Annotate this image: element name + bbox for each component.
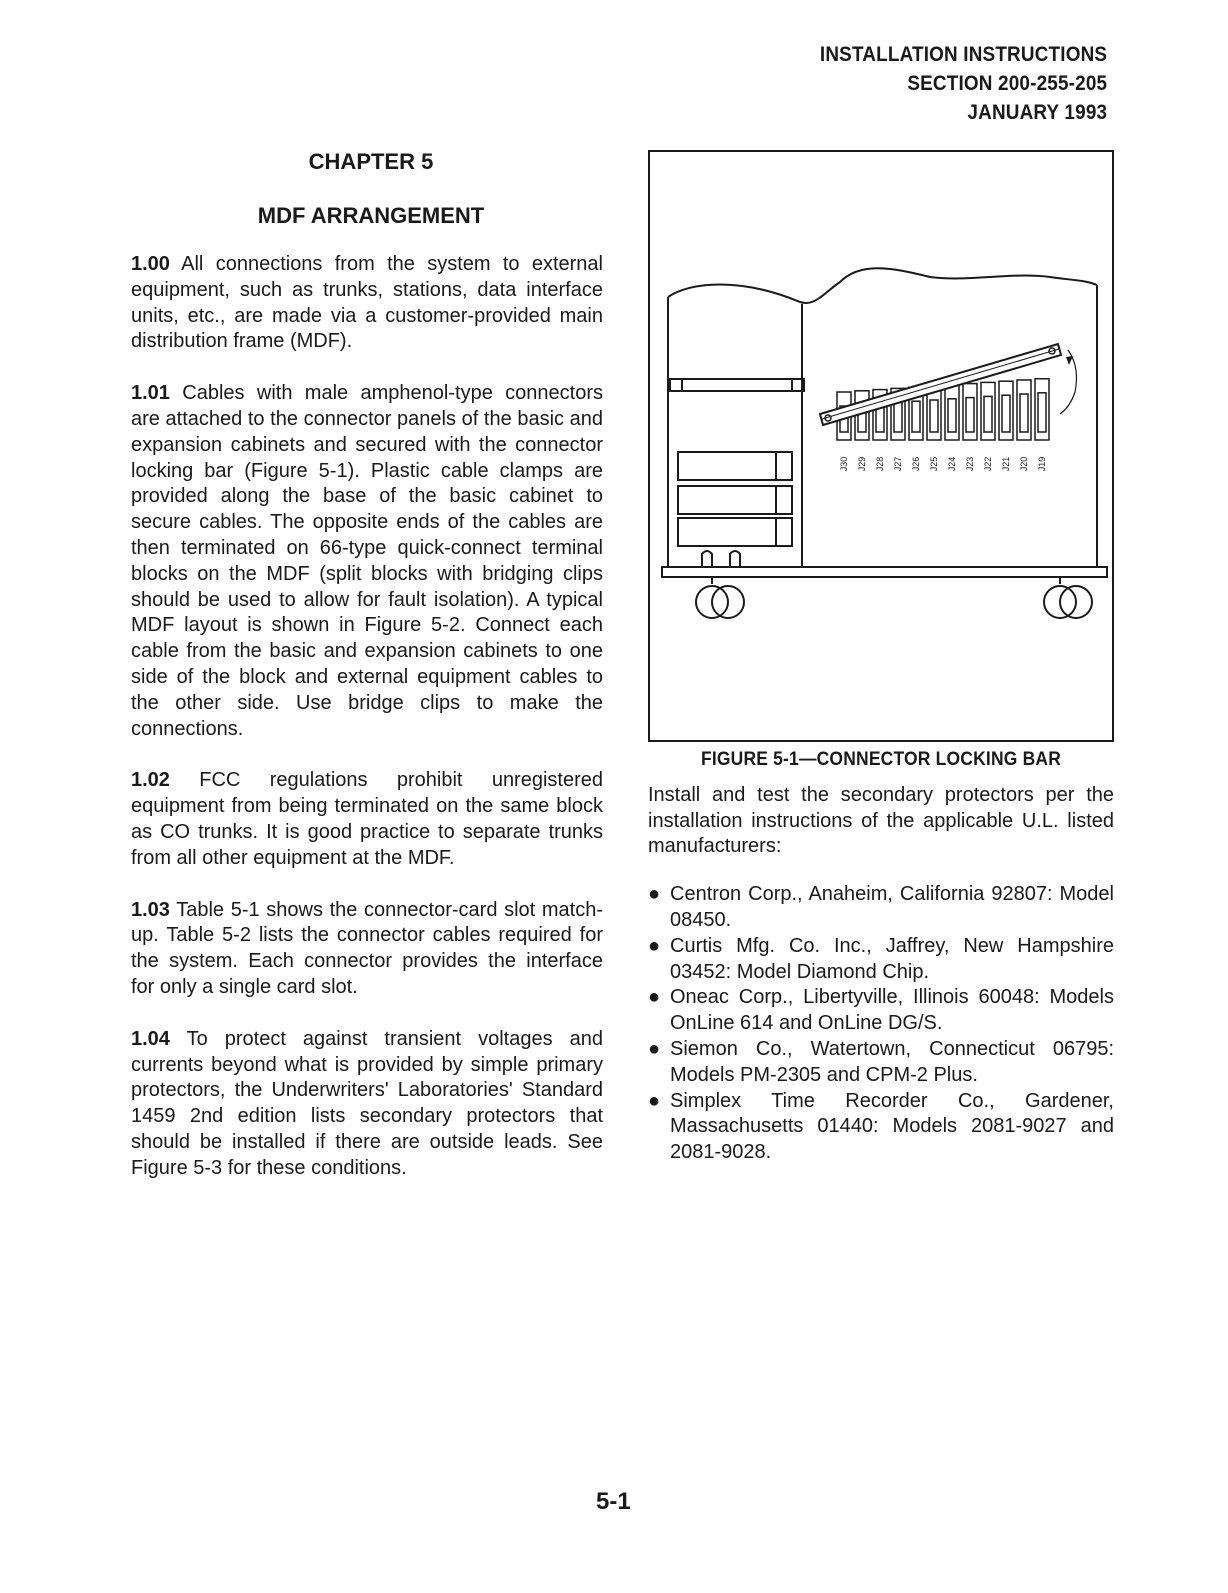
right-column: [648, 150, 1114, 1166]
connector: [1017, 380, 1031, 440]
connector-label: J30: [839, 456, 849, 472]
connector-label: J29: [857, 456, 867, 472]
connector-socket: [1020, 394, 1028, 432]
connector-socket: [1038, 393, 1046, 432]
paragraph-1-02: [131, 768, 603, 871]
paragraph-1-00: [131, 252, 603, 355]
connector-label: J26: [911, 456, 921, 472]
page-number: 5-1: [596, 1488, 631, 1515]
paragraph-1-03: [131, 898, 603, 1001]
header-section: SECTION 200-255-205: [907, 72, 1107, 95]
connector-labels: [839, 457, 1047, 472]
figure-5-1: [648, 150, 1114, 742]
paragraph-number: 1.03: [131, 898, 170, 921]
list-item: ● Simplex Time Recorder Co., Gardener, Massachusetts 01440: Models 2081-9027 and 2081-9028.: [648, 1089, 1114, 1164]
paragraph-1-04: [131, 1027, 603, 1182]
list-item: ● Siemon Co., Watertown, Connecticut 06795: Models PM-2305 and CPM-2 Plus.: [648, 1037, 1114, 1086]
connector-label: J20: [1019, 456, 1029, 472]
connector-socket: [966, 398, 974, 432]
connector-socket: [1002, 395, 1010, 432]
cabinet-illustration: [650, 152, 1112, 740]
paragraph-number: 1.04: [131, 1027, 170, 1050]
manufacturer-list: [648, 882, 1114, 1166]
bullet-icon: ●: [648, 986, 661, 1009]
connector-socket: [984, 396, 992, 432]
connector-label: J22: [983, 456, 993, 472]
figure-caption: FIGURE 5-1—CONNECTOR LOCKING BAR: [700, 749, 1062, 770]
header-date: JANUARY 1993: [967, 101, 1107, 124]
connector: [1035, 379, 1049, 440]
header-doc-type: INSTALLATION INSTRUCTIONS: [819, 43, 1107, 66]
connector-label: J25: [929, 456, 939, 472]
list-item: ● Centron Corp., Anaheim, California 92807: Model 08450.: [648, 883, 1114, 931]
paragraph-text: FCC regulations prohibit unregistered equipment from being terminated on the same block as CO trunks. It is good practice to separate trunks from all other equipment at the MDF.: [131, 769, 603, 869]
connector-label: J21: [1001, 456, 1011, 472]
connector: [999, 381, 1013, 440]
connector-label: J19: [1037, 456, 1047, 472]
list-item: ● Curtis Mfg. Co. Inc., Jaffrey, New Hampshire 03452: Model Diamond Chip.: [648, 934, 1114, 983]
connector-label: J27: [893, 456, 903, 472]
drawer: [678, 452, 792, 480]
chapter-heading: CHAPTER 5: [308, 149, 434, 174]
connector-socket: [912, 401, 920, 432]
left-column: [131, 140, 603, 1182]
paragraph-number: 1.01: [131, 382, 170, 405]
connector-label: J24: [947, 456, 957, 472]
drawer: [678, 518, 792, 546]
bullet-icon: ●: [648, 1089, 661, 1112]
connector-label: J28: [875, 456, 885, 472]
paragraph-text: To protect against transient voltages and currents beyond what is provided by simple primary protectors, the Underwriters' Laboratories' Standard 1459 2nd edition lists secondary protectors that should be installed if there are outside leads. See Figure 5-3 for these conditions.: [131, 1027, 603, 1179]
paragraph-text: All connections from the system to external equipment, such as trunks, stations, data interface units, etc., are made via a customer-provided main distribution frame (MDF).: [131, 253, 603, 353]
paragraph-text: Cables with male amphenol-type connectors are attached to the connector panels of the basic and expansion cabinets and secured with the connector locking bar (Figure 5-1). Plastic cable clamps are provided along the base of the basic cabinet to secure cables. The opposite ends of the cables are then terminated on 66-type quick-connect terminal blocks on the MDF (split blocks with bridging clips should be used to allow for fault isolation). A typical MDF layout is shown in Figure 5-2. Connect each cable from the basic and expansion cabinets to one side of the block and external equipment cables to the other side. Use bridge clips to make the connections.: [131, 382, 603, 740]
connector-socket: [894, 402, 902, 432]
install-instructions: Install and test the secondary protectors per the installation instructions of the applicable U.L. listed manufacturers:: [648, 783, 1114, 858]
drawer: [678, 486, 792, 514]
bullet-icon: ●: [648, 883, 661, 906]
bullet-icon: ●: [648, 1037, 661, 1060]
paragraph-1-01: [131, 381, 603, 742]
paragraph-number: 1.00: [131, 253, 170, 275]
page-header: [820, 40, 1107, 127]
cabinet-outline: [668, 285, 1097, 567]
list-item: ● Oneac Corp., Libertyville, Illinois 60048: Models OnLine 614 and OnLine DG/S.: [648, 986, 1114, 1035]
paragraph-text: Table 5-1 shows the connector-card slot match-up. Table 5-2 lists the connector cables required for the system. Each connector provides the interface for only a single card slot.: [131, 898, 603, 998]
torn-edge: [668, 268, 1097, 303]
bullet-icon: ●: [648, 934, 661, 957]
connector-label: J23: [965, 456, 975, 472]
chapter-title: MDF ARRANGEMENT: [257, 203, 485, 228]
connector-socket: [948, 399, 956, 432]
connector-socket: [930, 400, 938, 432]
paragraph-number: 1.02: [131, 769, 170, 792]
